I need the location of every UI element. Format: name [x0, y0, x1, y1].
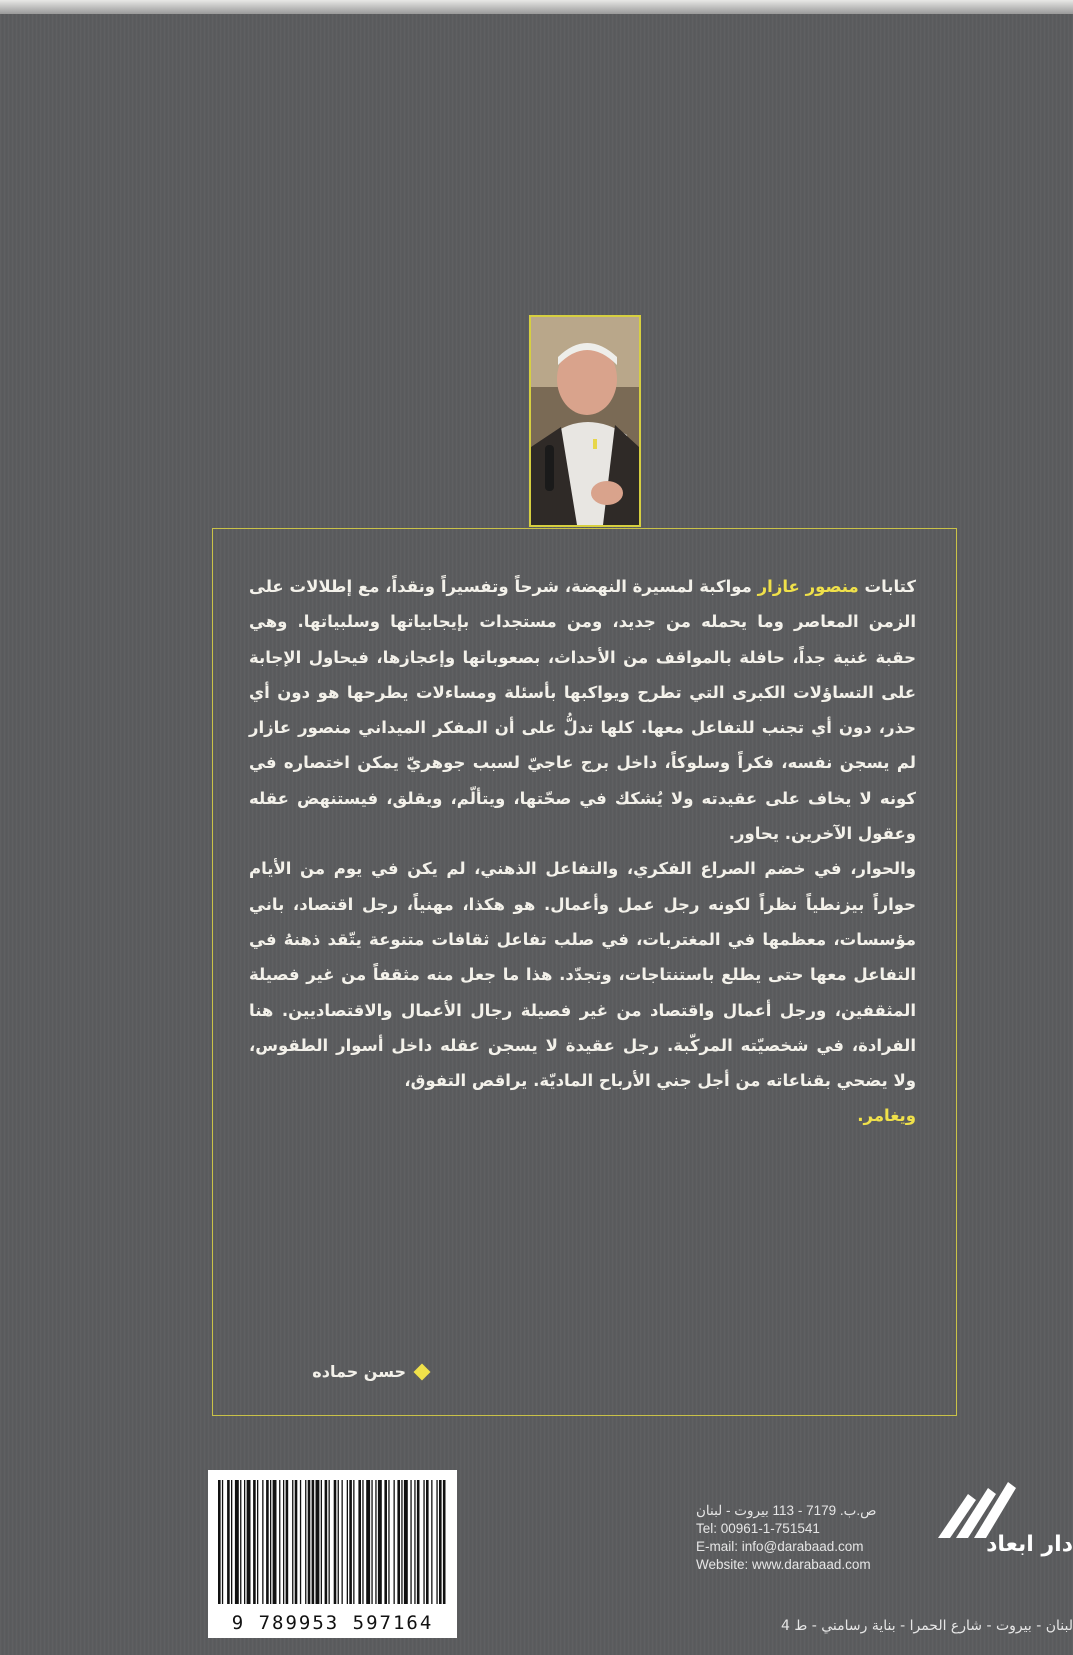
- author-photo: [529, 315, 641, 527]
- barcode-bar: [362, 1480, 363, 1604]
- barcode-bar: [353, 1480, 354, 1604]
- barcode-bar: [414, 1480, 415, 1604]
- barcode-bar: [439, 1480, 442, 1604]
- signature: [312, 1362, 428, 1381]
- barcode-bars: [216, 1480, 449, 1604]
- paragraph-2-text: والحوار، في خضم الصراع الفكري، والتفاعل الذهني، لم يكن في يوم من الأيام حواراً بيزنطياً نظراً لكونه رجل عمل وأعمال. هو هكذا، مهنياً، رجل اقتصاد، باني مؤسسات، معظمها في المغتربات، في صلب تفاعل ثقافات متنوعة يتّقد ذهنهُ في التفاعل معها حتى يطلع باستنتاجات، وتجدّد. هذا ما جعل منه مثقفاً من غير فصيلة المثقفين، ورجل أعمال واقتصاد من غير فصيلة رجال الأعمال والاقتصاديين. هنا الفرادة، في شخصيّته المركّبة. رجل عقيدة لا يسجن عقله داخل أسوار الطقوس، ولا يضحي بقناعاته من أجل جني الأرباح الماديّة. يراقص التفوق،: [249, 859, 916, 1091]
- barcode-bar: [308, 1480, 311, 1604]
- diamond-bullet-icon: [414, 1363, 431, 1380]
- barcode-bar: [244, 1480, 245, 1604]
- barcode-bar: [312, 1480, 315, 1604]
- barcode-bar: [384, 1480, 387, 1604]
- barcode-bar: [388, 1480, 389, 1604]
- barcode-bar: [329, 1480, 330, 1604]
- barcode-bar: [423, 1480, 424, 1604]
- barcode-bar: [426, 1480, 429, 1604]
- closing-word: ويغامر.: [857, 1106, 916, 1126]
- barcode-bar: [283, 1480, 284, 1604]
- barcode-bar: [401, 1480, 402, 1604]
- barcode-bar: [262, 1480, 263, 1604]
- publisher-name: دار ابعاد: [986, 1532, 1073, 1557]
- blurb-paragraph-2: [249, 851, 916, 1098]
- barcode-bar: [257, 1480, 258, 1604]
- website: Website: www.darabaad.com: [696, 1557, 871, 1572]
- barcode-bar: [347, 1480, 348, 1604]
- barcode-bar: [253, 1480, 256, 1604]
- barcode-bar: [273, 1480, 277, 1604]
- publisher-address: لبنان - بيروت - شارع الحمرا - بناية رسامني - ط 4: [780, 1618, 1073, 1634]
- blurb-paragraph-1: [249, 569, 916, 851]
- barcode-bar: [431, 1480, 432, 1604]
- barcode-bar: [378, 1480, 382, 1604]
- barcode-bar: [321, 1480, 322, 1604]
- isbn-barcode: [208, 1470, 457, 1638]
- telephone: Tel: 00961-1-751541: [696, 1521, 820, 1536]
- blurb-closing: [249, 1098, 916, 1133]
- publisher-logo: [898, 1480, 1073, 1570]
- barcode-bar: [334, 1480, 337, 1604]
- barcode-bar: [371, 1480, 372, 1604]
- paragraph-1-text: مواكبة لمسيرة النهضة، شرحاً وتفسيراً ونقداً، مع إطلالات على الزمن المعاصر وما يحمله من جديد، ومن مستجدات بإيجابياتها وسلبياتها. وهي حقبة غنية جداً، حافلة بالمواقف من الأحداث، بصعوباتها وإعجازها، فيحاول الإجابة على التساؤلات الكبرى التي تطرح ويواكبها بأسئلة ومساءلات يطرحها هو دون أي حذر، دون أي تجنب للتفاعل معها. كلها تدلُّ على أن المفكر الميداني منصور عازار لم يسجن نفسه، فكراً وسلوكاً، داخل برج عاجيّ لسبب جوهريّ يمكن اختصاره في كونه لا يخاف على عقيدته ولا يُشكك في صحّتها، ويتألّم، ويقلق، فيستنهض عقله وعقول الآخرين. يحاور.: [249, 577, 916, 844]
- signature-name: حسن حماده: [312, 1362, 406, 1381]
- barcode-bar: [279, 1480, 280, 1604]
- barcode-bar: [295, 1480, 298, 1604]
- barcode-bar: [404, 1480, 408, 1604]
- blurb-frame: [212, 528, 957, 1416]
- author-portrait-image: [531, 317, 639, 525]
- po-box: ص.ب. 7179 - 113 بيروت - لبنان: [696, 1503, 877, 1518]
- barcode-bar: [366, 1480, 370, 1604]
- barcode-bar: [338, 1480, 339, 1604]
- isbn-number: 9 789953 597164: [231, 1612, 434, 1634]
- barcode-bar: [218, 1480, 221, 1604]
- barcode-bar: [247, 1480, 251, 1604]
- barcode-bar: [358, 1480, 361, 1604]
- barcode-bar: [394, 1480, 395, 1604]
- barcode-bar: [286, 1480, 289, 1604]
- barcode-bar: [231, 1480, 232, 1604]
- author-prefix: كتابات: [864, 577, 916, 596]
- barcode-bar: [397, 1480, 400, 1604]
- author-name-highlight: منصور عازار: [757, 577, 859, 596]
- publisher-wings-icon: [928, 1480, 1028, 1540]
- barcode-bar: [292, 1480, 293, 1604]
- barcode-bar: [270, 1480, 271, 1604]
- barcode-bar: [235, 1480, 239, 1604]
- top-edge: [0, 0, 1073, 14]
- barcode-bar: [325, 1480, 328, 1604]
- barcode-bar: [222, 1480, 223, 1604]
- barcode-bar: [316, 1480, 320, 1604]
- barcode-bar: [240, 1480, 241, 1604]
- barcode-bar: [443, 1480, 446, 1604]
- barcode-bar: [300, 1480, 301, 1604]
- blurb-text: [249, 569, 916, 1134]
- barcode-bar: [342, 1480, 343, 1604]
- barcode-bar: [417, 1480, 420, 1604]
- barcode-bar: [266, 1480, 269, 1604]
- barcode-bar: [410, 1480, 411, 1604]
- barcode-bar: [227, 1480, 230, 1604]
- barcode-bar: [349, 1480, 352, 1604]
- barcode-bar: [375, 1480, 376, 1604]
- barcode-bar: [436, 1480, 437, 1604]
- email: E-mail: info@darabaad.com: [696, 1539, 864, 1554]
- barcode-bar: [305, 1480, 306, 1604]
